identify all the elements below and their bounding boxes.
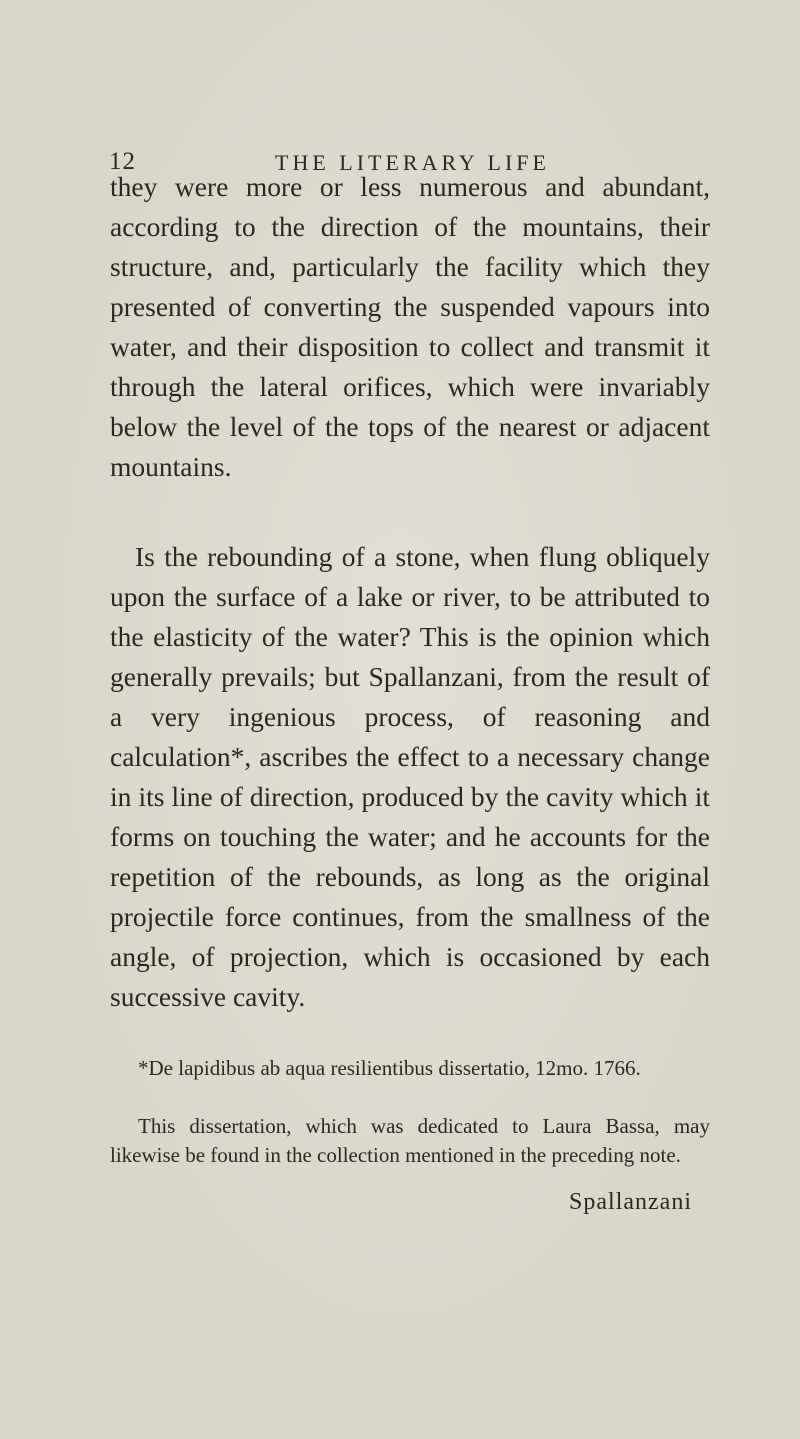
paragraph-1: they were more or less numerous and abundant, according to the direction of the mountains, their structure, and, particularly the facility which they presented of converting the suspended vapours into water, and their disposition to collect and transmit it through the lateral orifices, which were invariably below the level of the tops of the nearest or adjacent mountains. (110, 171, 710, 482)
running-head: THE LITERARY LIFE (275, 150, 550, 175)
footnote-2: This dissertation, which was dedicated to Laura Bassa, may likewise be found in the collection mentioned in the preceding note. (110, 1114, 710, 1167)
paragraph-2: Is the rebounding of a stone, when flung obliquely upon the surface of a lake or river, to be attributed to the elasticity of the water? This is the opinion which generally prevails; but Spallanzani, from the result of a very ingenious process, of reasoning and calculation*, ascribes the effect to a necessary change in its line of direction, produced by the cavity which it forms on touching the water; and he accounts for the repetition of the rebounds, as long as the original projectile force continues, from the smallness of the angle, of projection, which is occasioned by each successive cavity. (110, 541, 710, 1012)
catchword: Spallanzani (569, 1189, 692, 1215)
footnote-1: *De lapidibus ab aqua resilientibus dissertatio, 12mo. 1766. (138, 1056, 641, 1080)
page-number: 12 (109, 148, 136, 175)
